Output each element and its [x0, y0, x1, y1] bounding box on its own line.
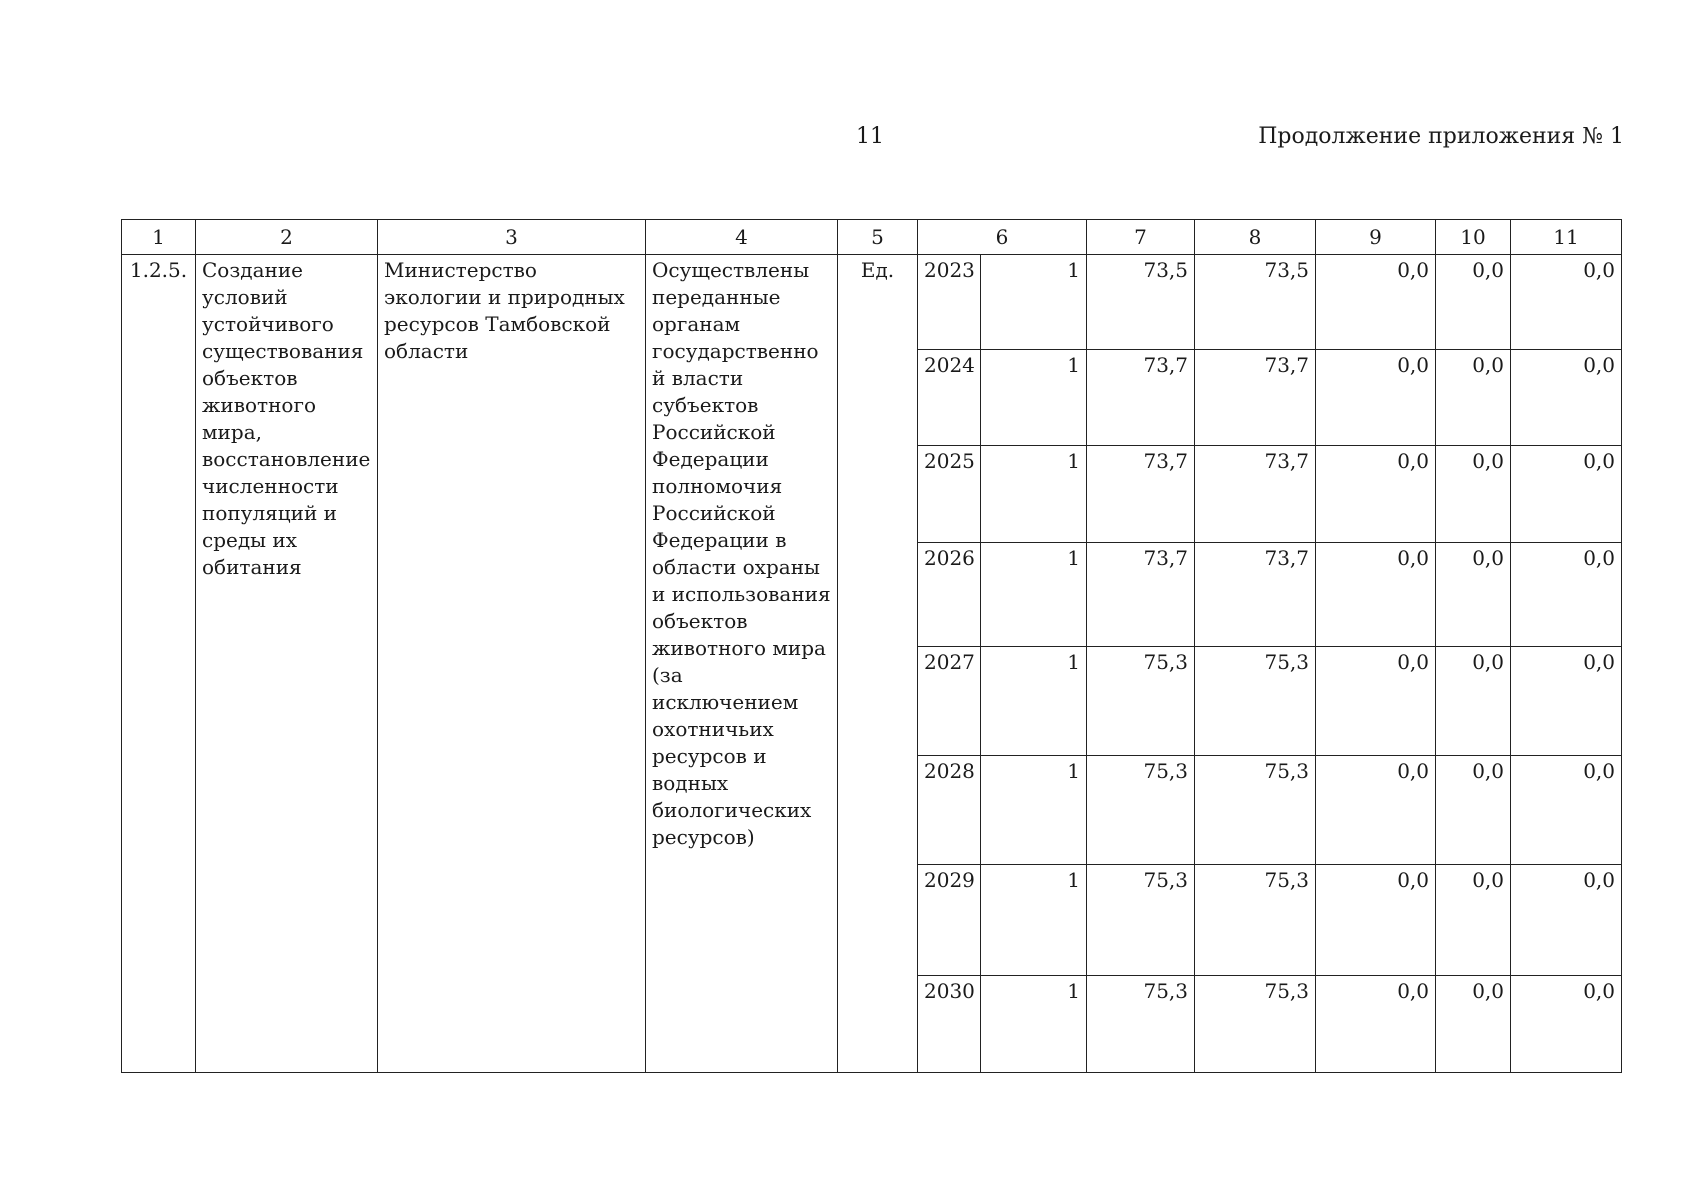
- row-col10: 0,0: [1436, 647, 1511, 756]
- column-header-4: 4: [646, 220, 838, 255]
- row-col11: 0,0: [1511, 543, 1622, 647]
- row-col9: 0,0: [1316, 350, 1436, 446]
- row-col10: 0,0: [1436, 976, 1511, 1073]
- row-col9: 0,0: [1316, 976, 1436, 1073]
- column-header-6: 6: [918, 220, 1087, 255]
- row-value: 1: [981, 976, 1087, 1073]
- item-responsible: Министерство экологии и природных ресурсов Тамбовской области: [378, 255, 646, 1073]
- row-year: 2026: [918, 543, 981, 647]
- row-col11: 0,0: [1511, 255, 1622, 350]
- table-row: [122, 255, 1622, 350]
- row-col9: 0,0: [1316, 543, 1436, 647]
- row-year: 2023: [918, 255, 981, 350]
- row-col10: 0,0: [1436, 543, 1511, 647]
- row-col8: 75,3: [1195, 756, 1316, 865]
- row-col7: 75,3: [1087, 756, 1195, 865]
- item-result: Осуществлены переданные органам государственной власти субъектов Российской Федерации полномочия Российской Федерации в области охраны и использования объектов животного мира (за исключением охотничьих ресурсов и водных биологических ресурсов): [646, 255, 838, 1073]
- row-value: 1: [981, 350, 1087, 446]
- row-col10: 0,0: [1436, 255, 1511, 350]
- row-value: 1: [981, 647, 1087, 756]
- row-value: 1: [981, 543, 1087, 647]
- column-header-5: 5: [838, 220, 918, 255]
- column-header-3: 3: [378, 220, 646, 255]
- row-col11: 0,0: [1511, 976, 1622, 1073]
- row-col8: 75,3: [1195, 647, 1316, 756]
- row-col7: 75,3: [1087, 976, 1195, 1073]
- row-value: 1: [981, 446, 1087, 543]
- row-year: 2027: [918, 647, 981, 756]
- column-header-10: 10: [1436, 220, 1511, 255]
- item-number: 1.2.5.: [122, 255, 196, 1073]
- column-header-7: 7: [1087, 220, 1195, 255]
- row-col10: 0,0: [1436, 350, 1511, 446]
- row-col7: 73,7: [1087, 350, 1195, 446]
- row-col11: 0,0: [1511, 865, 1622, 976]
- item-unit: Ед.: [838, 255, 918, 1073]
- program-table: [121, 219, 1622, 1073]
- row-year: 2030: [918, 976, 981, 1073]
- row-col10: 0,0: [1436, 446, 1511, 543]
- row-year: 2024: [918, 350, 981, 446]
- row-col8: 75,3: [1195, 865, 1316, 976]
- row-value: 1: [981, 756, 1087, 865]
- row-col8: 73,7: [1195, 446, 1316, 543]
- row-col8: 73,7: [1195, 543, 1316, 647]
- row-col10: 0,0: [1436, 756, 1511, 865]
- appendix-continuation-note: Продолжение приложения № 1: [1258, 124, 1624, 149]
- row-col9: 0,0: [1316, 647, 1436, 756]
- row-value: 1: [981, 865, 1087, 976]
- column-header-11: 11: [1511, 220, 1622, 255]
- row-col11: 0,0: [1511, 647, 1622, 756]
- row-col11: 0,0: [1511, 446, 1622, 543]
- item-name: Создание условий устойчивого существования объектов животного мира, восстановление численности популяций и среды их обитания: [196, 255, 378, 1073]
- row-col7: 73,7: [1087, 446, 1195, 543]
- row-col9: 0,0: [1316, 255, 1436, 350]
- row-value: 1: [981, 255, 1087, 350]
- row-col8: 73,5: [1195, 255, 1316, 350]
- row-year: 2025: [918, 446, 981, 543]
- row-col7: 73,7: [1087, 543, 1195, 647]
- column-header-2: 2: [196, 220, 378, 255]
- row-col8: 75,3: [1195, 976, 1316, 1073]
- row-col9: 0,0: [1316, 446, 1436, 543]
- column-header-8: 8: [1195, 220, 1316, 255]
- page-number: 11: [856, 124, 884, 149]
- row-col9: 0,0: [1316, 756, 1436, 865]
- row-col9: 0,0: [1316, 865, 1436, 976]
- row-col10: 0,0: [1436, 865, 1511, 976]
- column-header-1: 1: [122, 220, 196, 255]
- row-col7: 75,3: [1087, 865, 1195, 976]
- row-col11: 0,0: [1511, 756, 1622, 865]
- column-header-9: 9: [1316, 220, 1436, 255]
- row-col8: 73,7: [1195, 350, 1316, 446]
- row-col7: 73,5: [1087, 255, 1195, 350]
- row-col7: 75,3: [1087, 647, 1195, 756]
- row-col11: 0,0: [1511, 350, 1622, 446]
- column-number-row: [122, 220, 1622, 255]
- row-year: 2029: [918, 865, 981, 976]
- row-year: 2028: [918, 756, 981, 865]
